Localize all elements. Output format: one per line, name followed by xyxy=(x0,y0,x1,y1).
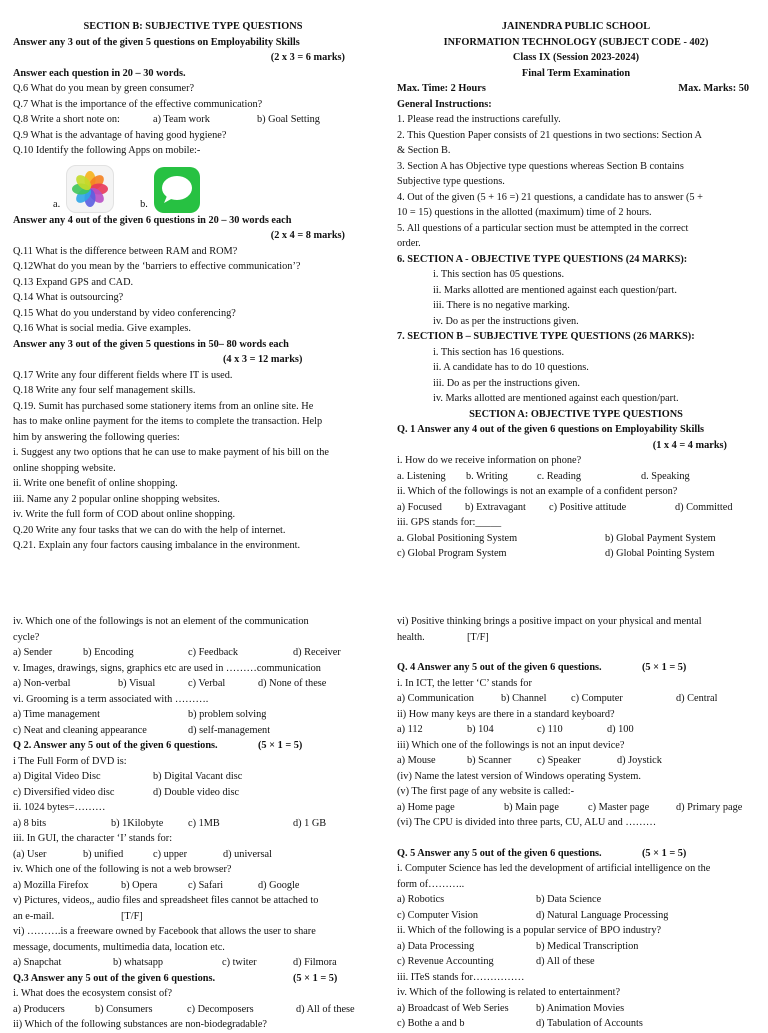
q5-part-i-options-ab xyxy=(397,892,755,908)
option-b: b) 104 xyxy=(467,724,494,735)
q5-part-ii-options-ab xyxy=(397,939,755,955)
q1-part-vi: vi. Grooming is a term associated with ………. xyxy=(13,693,209,705)
q1-marks: (1 x 4 = 4 marks) xyxy=(652,439,727,451)
option-b: b) 1Kilobyte xyxy=(111,817,164,829)
q2-part-iii: iii. In GUI, the character ‘I’ stands for: xyxy=(13,833,173,844)
q2-part-vi: vi) ……….is a freeware owned by Facebook that allows the user to share xyxy=(13,926,316,937)
option-c: c) Computer Vision xyxy=(397,909,478,921)
instruction-1: 1. Please read the instructions carefully. xyxy=(397,114,561,125)
instruction-5: 5. All questions of a particular section must be attempted in the correct xyxy=(397,222,689,234)
q2-heading xyxy=(13,738,373,754)
question-13: Q.13 Expand GPS and CAD. xyxy=(13,276,134,288)
page2-right-column xyxy=(397,614,755,1032)
option-d: d) None of these xyxy=(258,678,327,689)
q1-part-ii: ii. Which of the followings is not an example of a confident person? xyxy=(397,486,678,497)
q4-part-ii: ii) How many keys are there in a standard keyboard? xyxy=(397,708,615,720)
q5-marks: (5 × 1 = 5) xyxy=(642,847,687,859)
option-a: a) Data Processing xyxy=(397,940,475,952)
group2-heading: Answer any 4 out of the given 6 questions in 20 – 30 words each xyxy=(13,214,292,226)
option-c: c) Feedback xyxy=(188,647,239,658)
school-name: JAINENDRA PUBLIC SCHOOL xyxy=(501,21,651,32)
option-b: b) Data Science xyxy=(536,894,602,905)
option-d: d) Filmora xyxy=(293,957,337,968)
true-false-marker: [T/F] xyxy=(121,910,143,922)
question-19-line: has to make online payment for the items to complete the transaction. Help xyxy=(13,416,323,427)
option-c: c) upper xyxy=(153,848,188,860)
q3-part-vi-line2 xyxy=(397,630,755,646)
option-b: b) problem solving xyxy=(188,709,267,720)
question-19-line: Q.19. Sumit has purchased some stationery items from an online site. He xyxy=(13,400,314,412)
question-9: Q.9 What is the advantage of having good hygiene? xyxy=(13,129,227,141)
question-19-part-i: i. Suggest any two options that he can use to make payment of his bill on the xyxy=(13,447,330,458)
q5-part-ii-options-cd xyxy=(397,954,755,970)
option-c: c) 1MB xyxy=(188,817,220,829)
question-20: Q.20 Write any four tasks that we can do with the help of internet. xyxy=(13,524,286,536)
option-a: a) Snapchat xyxy=(13,957,62,968)
option-a: a) Non-verbal xyxy=(13,678,71,689)
option-d: d) Primary page xyxy=(676,801,743,813)
option-a: a) Broadcast of Web Series xyxy=(397,1002,509,1014)
option-a: a) Mozilla Firefox xyxy=(13,879,89,891)
q5-part-iii: iii. ITeS stands for…………… xyxy=(397,971,525,983)
q4-part-i-options xyxy=(397,691,755,707)
app-b-label: b. xyxy=(140,199,148,210)
option-a: a) Communication xyxy=(397,693,474,704)
q5-heading xyxy=(397,846,755,862)
q1-heading: Q. 1 Answer any 4 out of the given 6 questions on Employability Skills xyxy=(397,424,705,435)
option-c: c) Speaker xyxy=(537,755,581,766)
q2-heading-text: Q 2. Answer any 5 out of the given 6 questions. xyxy=(13,740,218,751)
instruction-2: 2. This Question Paper consists of 21 questions in two sections: Section A xyxy=(397,129,702,141)
option-a: (a) User xyxy=(13,848,47,860)
q2-part-iii-options xyxy=(13,847,373,863)
q1-part-iv: iv. Which one of the followings is not an element of the communication xyxy=(13,616,309,627)
option-c: c) Verbal xyxy=(188,678,226,689)
q2-part-v-line2 xyxy=(13,909,373,925)
option-c: c) Diversified video disc xyxy=(13,786,115,798)
question-11: Q.11 What is the difference between RAM and ROM? xyxy=(13,245,238,257)
q2-part-v: v) Pictures, videos,, audio files and spreadsheet files cannot be attached to xyxy=(13,895,319,906)
question-19-part-i: online shopping website. xyxy=(13,462,116,474)
question-8 xyxy=(13,112,373,128)
instruction-7-item: iii. Do as per the instructions given. xyxy=(433,377,580,389)
question-10: Q.10 Identify the following Apps on mobile:- xyxy=(13,145,201,156)
option-a: a. Listening xyxy=(397,470,446,482)
option-b: b) Encoding xyxy=(83,647,134,658)
option-a: a) 8 bits xyxy=(13,817,47,829)
option-b: b) Extravagant xyxy=(465,501,526,513)
q5-part-i: form of……….. xyxy=(397,878,465,890)
option-b: b) Visual xyxy=(118,678,156,689)
q2-part-i: i The Full Form of DVD is: xyxy=(13,755,127,767)
option-b: b) Main page xyxy=(504,801,559,813)
question-7: Q.7 What is the importance of the effective communication? xyxy=(13,98,263,110)
option-d: d) Natural Language Processing xyxy=(536,909,669,921)
group1-marks: (2 x 3 = 6 marks) xyxy=(270,52,345,63)
q4-heading-text: Q. 4 Answer any 5 out of the given 6 questions. xyxy=(397,662,602,673)
option-c: c. Reading xyxy=(537,470,582,482)
q4-part-v: (v) The first page of any website is called:- xyxy=(397,786,575,797)
q3-part-ii: ii) Which of the following substances are non-biodegradable? xyxy=(13,1019,268,1030)
option-b: b) Medical Transcription xyxy=(536,940,639,952)
option-b: b) Scanner xyxy=(467,755,512,766)
q3-part-vi-text: health. xyxy=(397,631,425,643)
q2-part-ii-options xyxy=(13,816,373,832)
q4-heading xyxy=(397,660,755,676)
instruction-7-heading: 7. SECTION B – SUBJECTIVE TYPE QUESTIONS (26 MARKS): xyxy=(397,331,695,342)
option-b: b) Consumers xyxy=(95,1003,153,1015)
exam-title: Final Term Examination xyxy=(521,67,631,79)
q1-part-iii-options-cd xyxy=(397,546,755,562)
option-b: b) Digital Vacant disc xyxy=(153,771,243,782)
app-icons-row xyxy=(13,161,373,213)
group3-heading: Answer any 3 out of the given 5 questions in 50– 80 words each xyxy=(13,338,289,350)
instruction-6-item: iv. Do as per the instructions given. xyxy=(433,315,579,327)
time-marks-row xyxy=(397,81,755,97)
option-a: a) Time management xyxy=(13,709,100,720)
q3-part-i-options xyxy=(13,1002,373,1018)
question-17: Q.17 Write any four different fields where IT is used. xyxy=(13,369,233,381)
option-b: b) Global Payment System xyxy=(605,532,716,544)
q4-part-iv: (iv) Name the latest version of Windows operating System. xyxy=(397,770,641,782)
option-a: a) Digital Video Disc xyxy=(13,771,101,782)
q1-part-ii-options xyxy=(397,500,755,516)
q3-heading xyxy=(13,971,373,987)
max-marks: Max. Marks: 50 xyxy=(678,83,749,94)
q1-part-v-options xyxy=(13,676,373,692)
option-c: c) Safari xyxy=(188,879,224,891)
option-c: c) Decomposers xyxy=(187,1003,254,1015)
option-b: b) Channel xyxy=(501,693,547,704)
instruction-6-item: i. This section has 05 questions. xyxy=(433,269,565,280)
section-b-column xyxy=(13,19,373,554)
question-19-line: him by answering the following queries: xyxy=(13,431,180,443)
q1-part-v: v. Images, drawings, signs, graphics etc are used in ………communication xyxy=(13,662,321,674)
q2-part-vi-options xyxy=(13,955,373,971)
subject-title: INFORMATION TECHNOLOGY (SUBJECT CODE - 402) xyxy=(443,36,709,48)
instruction-6-item: ii. Marks allotted are mentioned against each question/part. xyxy=(433,284,677,296)
instruction-4: 10 = 15) questions in the allotted (maximum) time of 2 hours. xyxy=(397,207,652,218)
q1-part-iii: iii. GPS stands for:_____ xyxy=(397,517,502,528)
instruction-7-item: ii. A candidate has to do 10 questions. xyxy=(433,362,589,373)
section-b-title: SECTION B: SUBJECTIVE TYPE QUESTIONS xyxy=(83,21,303,32)
option-c: c) Global Program System xyxy=(397,548,507,559)
q2-part-vi: message, documents, multimedia data, location etc. xyxy=(13,941,225,953)
section-a-title: SECTION A: OBJECTIVE TYPE QUESTIONS xyxy=(469,408,683,420)
question-16: Q.16 What is social media. Give examples. xyxy=(13,323,191,334)
group3-marks: (4 x 3 = 12 marks) xyxy=(223,354,303,365)
option-d: d. Speaking xyxy=(641,470,690,482)
option-c: c) twiter xyxy=(222,957,257,968)
question-18: Q.18 Write any four self management skills. xyxy=(13,385,196,396)
q2-part-v-text: an e-mail. xyxy=(13,910,55,922)
option-d: d) Committed xyxy=(675,501,733,513)
question-14: Q.14 What is outsourcing? xyxy=(13,292,124,303)
group2-marks: (2 x 4 = 8 marks) xyxy=(270,230,345,241)
option-d: d) Double video disc xyxy=(153,786,240,798)
q2-part-i-options-cd xyxy=(13,785,373,801)
q1-part-i: i. How do we receive information on phone? xyxy=(397,455,582,466)
q4-part-i: i. In ICT, the letter ‘C’ stands for xyxy=(397,677,532,689)
option-c: c) Revenue Accounting xyxy=(397,956,494,967)
q4-part-ii-options xyxy=(397,722,755,738)
q4-part-iii-options xyxy=(397,753,755,769)
option-a: a) Home page xyxy=(397,801,455,813)
page2-left-column xyxy=(13,614,373,1033)
option-d: d) Google xyxy=(258,879,300,891)
q5-part-i-options-cd xyxy=(397,908,755,924)
option-a: a) Robotics xyxy=(397,894,445,905)
instruction-5: order. xyxy=(397,238,421,249)
q4-part-vi: (vi) The CPU is divided into three parts, CU, ALU and ……… xyxy=(397,817,657,828)
option-a: a) Focused xyxy=(397,501,442,513)
question-8-text: Q.8 Write a short note on: xyxy=(13,114,120,125)
option-a: a) Producers xyxy=(13,1003,65,1015)
q5-heading-text: Q. 5 Answer any 5 out of the given 6 questions. xyxy=(397,847,602,859)
option-c: c) Positive attitude xyxy=(549,501,627,513)
app-a-label: a. xyxy=(53,199,61,210)
q5-part-i: i. Computer Science has led the development of artificial intelligence on the xyxy=(397,863,711,874)
q1-part-iii-options-ab xyxy=(397,531,755,547)
q2-part-iv: iv. Which one of the following is not a web browser? xyxy=(13,864,232,875)
header-column xyxy=(397,19,755,562)
question-19-part-iii: iii. Name any 2 popular online shopping websites. xyxy=(13,493,220,505)
option-d: d) Global Pointing System xyxy=(605,548,715,559)
max-time: Max. Time: 2 Hours xyxy=(397,83,486,94)
class-session: Class IX (Session 2023-2024) xyxy=(512,52,640,63)
question-19-part-iv: iv. Write the full form of COD about online shopping. xyxy=(13,509,236,520)
q5-part-iv-options-ab xyxy=(397,1001,755,1017)
group1-heading: Answer any 3 out of the given 5 questions on Employability Skills xyxy=(13,36,300,48)
option-b: b) unified xyxy=(83,848,124,860)
option-d: d) 100 xyxy=(607,724,634,735)
option-a: a) 112 xyxy=(397,724,423,735)
q3-heading-text: Q.3 Answer any 5 out of the given 6 questions. xyxy=(13,972,216,984)
q3-marks: (5 × 1 = 5) xyxy=(293,972,338,984)
q4-part-iii: iii) Which one of the followings is not an input device? xyxy=(397,739,625,751)
option-d: d) Receiver xyxy=(293,647,341,658)
instruction-2: & Section B. xyxy=(397,145,451,156)
option-a: a. Global Positioning System xyxy=(397,532,518,544)
instruction-7-item: i. This section has 16 questions. xyxy=(433,346,565,358)
option-a: a) Mouse xyxy=(397,755,436,766)
photos-app-icon xyxy=(66,165,114,213)
instructions-title: General Instructions: xyxy=(397,98,492,110)
instruction-6-item: iii. There is no negative marking. xyxy=(433,300,570,311)
messages-app-icon xyxy=(154,167,200,213)
option-c: c) 110 xyxy=(537,724,563,735)
option-c: c) Bothe a and b xyxy=(397,1018,465,1029)
instruction-4: 4. Out of the given (5 + 16 =) 21 questions, a candidate has to answer (5 + xyxy=(397,191,703,203)
q1-part-vi-options-ab xyxy=(13,707,373,723)
instruction-3: 3. Section A has Objective type questions whereas Section B contains xyxy=(397,160,684,172)
option-c: c) Computer xyxy=(571,693,623,704)
q5-part-iv: iv. Which of the following is related to entertainment? xyxy=(397,987,621,998)
option-c: c) Neat and cleaning appearance xyxy=(13,724,147,736)
q2-part-ii: ii. 1024 bytes=……… xyxy=(13,802,106,813)
option-d: d) Joystick xyxy=(617,755,662,766)
q2-marks: (5 × 1 = 5) xyxy=(258,740,303,751)
question-6: Q.6 What do you mean by green consumer? xyxy=(13,83,195,94)
option-d: d) universal xyxy=(223,848,272,860)
option-d: d) All of these xyxy=(296,1003,355,1015)
question-12: Q.12What do you mean by the ‘barriers to effective communication’? xyxy=(13,261,301,272)
group1-word-limit: Answer each question in 20 – 30 words. xyxy=(13,67,186,79)
q2-part-i-options-ab xyxy=(13,769,373,785)
q4-marks: (5 × 1 = 5) xyxy=(642,662,687,673)
option-b: b. Writing xyxy=(466,470,508,482)
option-d: d) Tabulation of Accounts xyxy=(536,1018,643,1029)
instruction-6-heading: 6. SECTION A - OBJECTIVE TYPE QUESTIONS (24 MARKS): xyxy=(397,253,688,265)
q3-part-i: i. What does the ecosystem consist of? xyxy=(13,988,173,999)
option-b: b) Animation Movies xyxy=(536,1002,625,1014)
q4-part-v-options xyxy=(397,800,755,816)
instruction-3: Subjective type questions. xyxy=(397,176,505,187)
option-b: b) whatsapp xyxy=(113,957,164,968)
q1-part-iv: cycle? xyxy=(13,631,40,643)
question-15: Q.15 What do you understand by video conferencing? xyxy=(13,307,236,319)
option-d: d) All of these xyxy=(536,956,595,967)
q1-part-i-options xyxy=(397,469,755,485)
option-c: c) Master page xyxy=(588,801,650,813)
q3-part-vi: vi) Positive thinking brings a positive impact on your physical and mental xyxy=(397,616,702,627)
option-d: d) Central xyxy=(676,693,718,704)
option-d: d) self-management xyxy=(188,724,271,736)
instruction-7-item: iv. Marks allotted are mentioned against each question/part. xyxy=(433,393,679,404)
question-8-option-a: a) Team work xyxy=(153,114,210,125)
option-b: b) Opera xyxy=(121,879,158,891)
q5-part-ii: ii. Which of the following is a popular service of BPO industry? xyxy=(397,925,662,936)
q2-part-iv-options xyxy=(13,878,373,894)
question-21: Q.21. Explain any four factors causing imbalance in the environment. xyxy=(13,540,301,551)
true-false-marker: [T/F] xyxy=(467,631,489,643)
q1-part-vi-options-cd xyxy=(13,723,373,739)
option-d: d) 1 GB xyxy=(293,817,327,829)
q1-part-iv-options xyxy=(13,645,373,661)
question-8-option-b: b) Goal Setting xyxy=(257,114,320,125)
option-a: a) Sender xyxy=(13,647,53,658)
question-19-part-ii: ii. Write one benefit of online shopping. xyxy=(13,478,178,489)
